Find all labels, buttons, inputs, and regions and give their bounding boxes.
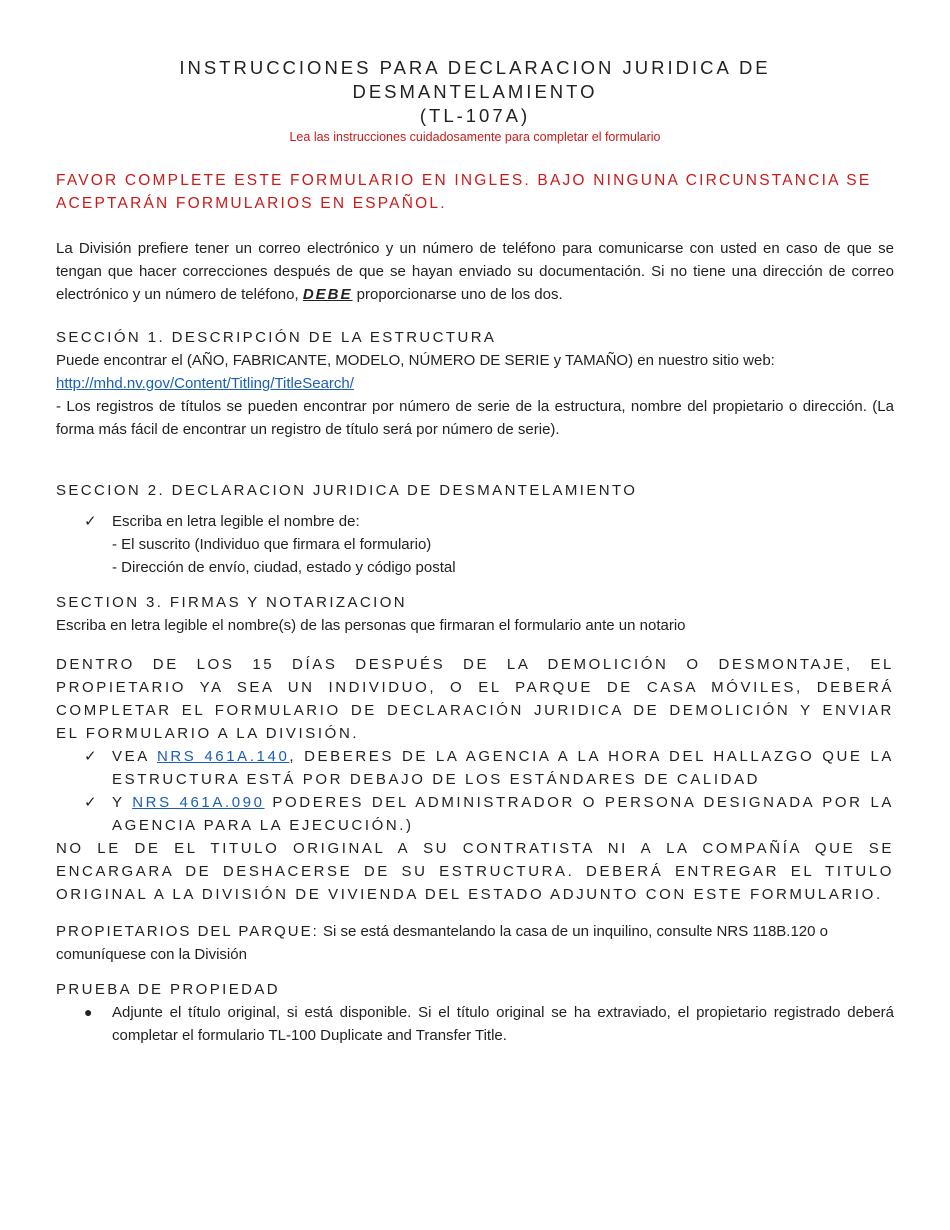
proof-of-ownership-heading: PRUEBA DE PROPIEDAD bbox=[56, 981, 280, 998]
title-search-link[interactable]: http://mhd.nv.gov/Content/Titling/TitleSearch/ bbox=[56, 375, 354, 392]
intro-emphasis: DEBE bbox=[302, 286, 353, 303]
title-line-1: INSTRUCCIONES PARA DECLARACION JURIDICA DE DESMANTELAMIENTO bbox=[179, 57, 771, 102]
nrs-item-2-prefix: Y bbox=[112, 794, 133, 811]
demolition-notice bbox=[56, 653, 894, 906]
demolition-notice-text: DENTRO DE LOS 15 DÍAS DESPUÉS DE LA DEMOLICIÓN O DESMONTAJE, EL PROPIETARIO YA SEA UN INDIVIDUO, O EL PARQUE DE CASA MÓVILES, DEBERÁ COMPLETAR EL FORMULARIO DE DECLARACIÓN JURIDICA DE DEMOLICIÓN Y ENVIAR EL FORMULARIO A LA DIVISIÓN. bbox=[56, 656, 894, 742]
check-icon: ✓ bbox=[84, 513, 97, 530]
instructions-page bbox=[56, 56, 894, 1047]
park-owners bbox=[56, 920, 894, 966]
park-owners-text: Si se está desmantelando la casa de un inquilino, consulte NRS 118B.120 o comuníquese con la División bbox=[56, 923, 828, 963]
park-owners-heading: PROPIETARIOS DEL PARQUE: bbox=[56, 923, 319, 940]
section-2-sub-1: - El suscrito (Individuo que firmara el formulario) bbox=[112, 536, 432, 553]
section-3 bbox=[56, 591, 894, 637]
document-title bbox=[56, 56, 894, 128]
section-1 bbox=[56, 326, 894, 441]
check-icon: ✓ bbox=[84, 748, 100, 765]
section-2-sub-2: - Dirección de envío, ciudad, estado y código postal bbox=[112, 559, 456, 576]
list-item bbox=[84, 745, 894, 791]
language-warning: FAVOR COMPLETE ESTE FORMULARIO EN INGLES. BAJO NINGUNA CIRCUNSTANCIA SE ACEPTARÁN FORMULARIOS EN ESPAÑOL. bbox=[56, 172, 872, 212]
section-2-item-intro: Escriba en letra legible el nombre de: bbox=[112, 513, 360, 530]
list-item bbox=[84, 1001, 894, 1047]
nrs-461a-090-link[interactable]: NRS 461A.090 bbox=[132, 794, 265, 811]
check-icon: ✓ bbox=[84, 794, 100, 811]
contact-intro bbox=[56, 237, 894, 306]
section-1-link-line bbox=[56, 372, 894, 395]
proof-item-text: Adjunte el título original, si está disponible. Si el título original se ha extraviado, el propietario registrado deberá completar el formulario TL-100 Duplicate and Transfer Title. bbox=[112, 1004, 894, 1044]
section-2 bbox=[56, 479, 894, 579]
intro-text-after: proporcionarse uno de los dos. bbox=[352, 286, 563, 303]
list-item bbox=[84, 510, 894, 579]
proof-of-ownership bbox=[56, 978, 894, 1047]
nrs-references bbox=[56, 745, 894, 837]
section-2-checklist bbox=[56, 510, 894, 579]
nrs-461a-140-link[interactable]: NRS 461A.140 bbox=[156, 748, 290, 765]
section-1-heading: SECCIÓN 1. DESCRIPCIÓN DE LA ESTRUCTURA bbox=[56, 329, 497, 346]
section-3-heading: SECTION 3. FIRMAS Y NOTARIZACION bbox=[56, 594, 408, 611]
intro-text-before: La División prefiere tener un correo electrónico y un número de teléfono para comunicarse con usted en caso de que se tengan que hacer correcciones después de que se hayan enviado su documentación. Si no tiene una dirección de correo electrónico y un número de teléfono, bbox=[56, 240, 894, 303]
list-item bbox=[84, 791, 894, 837]
section-1-line: Puede encontrar el (AÑO, FABRICANTE, MODELO, NÚMERO DE SERIE y TAMAÑO) en nuestro sitio web: bbox=[56, 352, 775, 369]
section-2-heading: SECCION 2. DECLARACION JURIDICA DE DESMANTELAMIENTO bbox=[56, 482, 638, 499]
title-line-2: (TL-107A) bbox=[419, 105, 531, 126]
section-3-text: Escriba en letra legible el nombre(s) de las personas que firmaran el formulario ante un notario bbox=[56, 617, 686, 634]
proof-list bbox=[56, 1001, 894, 1047]
nrs-item-1-prefix: VEA bbox=[112, 748, 157, 765]
section-1-note: - Los registros de títulos se pueden encontrar por número de serie de la estructura, nombre del propietario o dirección. (La forma más fácil de encontrar un registro de título será por número de serie). bbox=[56, 398, 894, 438]
nrs-item-2-text: PODERES DEL ADMINISTRADOR O PERSONA DESIGNADA POR LA AGENCIA PARA LA EJECUCIÓN.) bbox=[112, 794, 894, 834]
nrs-item-1-text: , DEBERES DE LA AGENCIA A LA HORA DEL HALLAZGO QUE LA ESTRUCTURA ESTÁ POR DEBAJO DE LOS ESTÁNDARES DE CALIDAD bbox=[112, 748, 894, 788]
original-title-warning: NO LE DE EL TITULO ORIGINAL A SU CONTRATISTA NI A LA COMPAÑÍA QUE SE ENCARGARA DE DESHACERSE DE SU ESTRUCTURA. DEBERÁ ENTREGAR EL TITULO ORIGINAL A LA DIVISIÓN DE VIVIENDA DEL ESTADO ADJUNTO CON ESTE FORMULARIO. bbox=[56, 840, 894, 903]
bullet-icon: ● bbox=[84, 1004, 93, 1020]
document-subtitle: Lea las instrucciones cuidadosamente para completar el formulario bbox=[289, 130, 661, 144]
